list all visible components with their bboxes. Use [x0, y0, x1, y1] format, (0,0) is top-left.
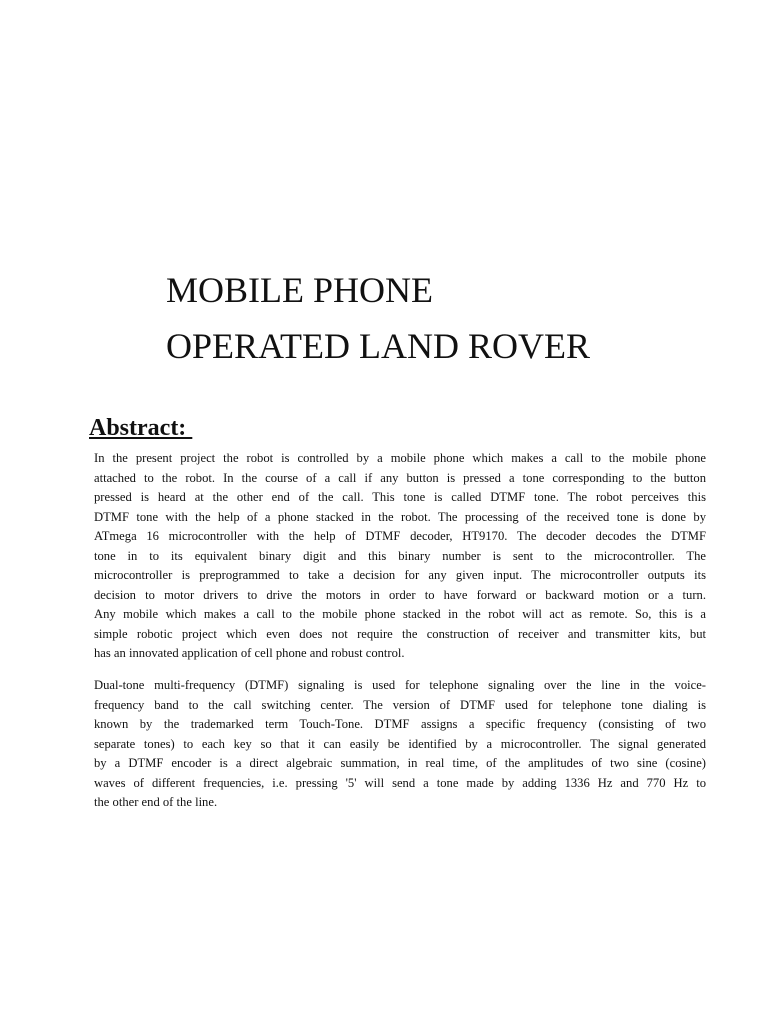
- abstract-paragraph-1: [94, 449, 706, 664]
- paragraph-line: known by the trademarked term Touch-Tone. DTMF assigns a specific frequency (consisting of two: [94, 717, 706, 731]
- paragraph-line: DTMF tone with the help of a phone stacked in the robot. The processing of the received tone is done by: [94, 509, 706, 524]
- paragraph-line: pressed is heard at the other end of the call. This tone is called DTMF tone. The robot perceives this: [94, 490, 706, 504]
- document-title: [166, 262, 726, 374]
- abstract-heading: Abstract:: [89, 415, 193, 441]
- paragraph-line: Any mobile which makes a call to the mobile phone stacked in the robot will act as remote. So, this is a: [94, 607, 706, 621]
- paragraph-line: ATmega 16 microcontroller with the help of DTMF decoder, HT9170. The decoder decodes the DTMF: [94, 529, 706, 543]
- title-line-1: MOBILE PHONE: [166, 270, 433, 310]
- paragraph-line: frequency band to the call switching center. The version of DTMF used for telephone tone dialing is: [94, 697, 706, 712]
- paragraph-line: by a DTMF encoder is a direct algebraic summation, in real time, of the amplitudes of two sine (cosine): [94, 756, 706, 770]
- paragraph-line: microcontroller is preprogrammed to take a decision for any given input. The microcontroller outputs its: [94, 568, 706, 582]
- paragraph-line: separate tones) to each key so that it can easily be identified by a microcontroller. The signal generated: [94, 736, 706, 751]
- paragraph-line: Dual-tone multi-frequency (DTMF) signaling is used for telephone signaling over the line in the voice-: [94, 678, 706, 692]
- paragraph-line: waves of different frequencies, i.e. pressing '5' will send a tone made by adding 1336 Hz and 770 Hz to: [94, 775, 706, 790]
- paragraph-line: decision to motor drivers to drive the motors in order to have forward or backward motion or a turn.: [94, 587, 706, 602]
- paragraph-line: simple robotic project which even does not require the construction of receiver and transmitter kits, but: [94, 626, 706, 641]
- abstract-paragraph-2: [94, 676, 706, 813]
- paragraph-line: attached to the robot. In the course of a call if any button is pressed a tone corresponding to the button: [94, 470, 706, 485]
- paragraph-line: has an innovated application of cell phone and robust control.: [94, 646, 405, 660]
- paragraph-line: In the present project the robot is controlled by a mobile phone which makes a call to the mobile phone: [94, 451, 706, 465]
- title-line-2: OPERATED LAND ROVER: [166, 326, 591, 366]
- paragraph-line: the other end of the line.: [94, 795, 218, 809]
- paragraph-line: tone in to its equivalent binary digit and this binary number is sent to the microcontroller. The: [94, 548, 706, 563]
